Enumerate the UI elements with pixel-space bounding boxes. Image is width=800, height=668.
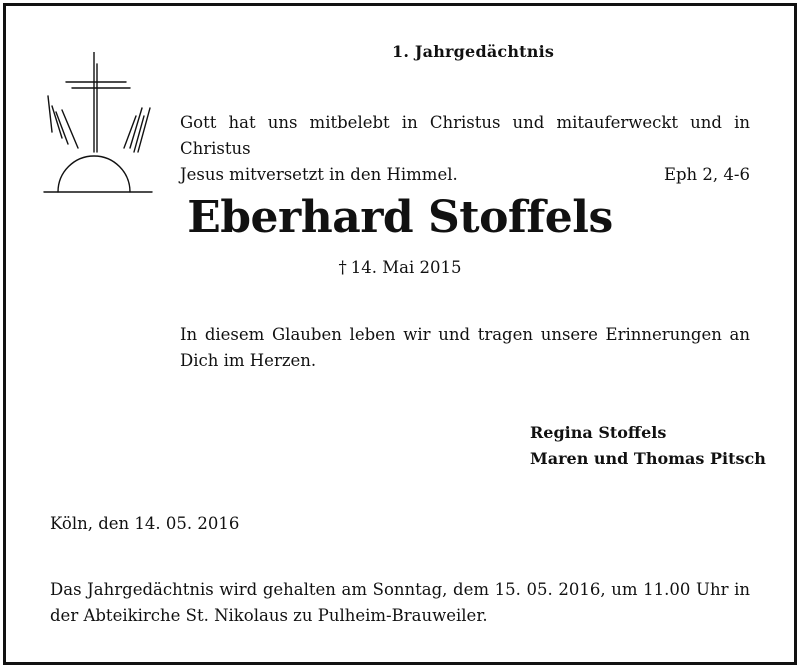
- signatory-2: Maren und Thomas Pitsch: [530, 449, 766, 468]
- bible-verse: [180, 110, 750, 188]
- verse-line-2-row: [180, 162, 750, 188]
- anniversary-heading: 1. Jahrgedächtnis: [392, 42, 555, 61]
- verse-reference: Eph 2, 4-6: [663, 165, 750, 184]
- dagger-icon: †: [338, 258, 347, 277]
- verse-line-1: Gott hat uns mitbelebt in Christus und mitauferweckt und in Christus: [180, 113, 750, 158]
- signatory-1: Regina Stoffels: [530, 423, 667, 442]
- place-date: Köln, den 14. 05. 2016: [50, 514, 240, 533]
- memorial-notice: Das Jahrgedächtnis wird gehalten am Sonntag, dem 15. 05. 2016, um 11.00 Uhr in der Abteikirche St. Nikolaus zu Pulheim-Brauweiler.: [50, 580, 750, 625]
- death-date: 14. Mai 2015: [350, 258, 462, 277]
- cross-sunrise-icon: [38, 52, 154, 202]
- signatories: [530, 420, 766, 472]
- verse-line-2: Jesus mitversetzt in den Himmel.: [180, 165, 458, 184]
- death-date-line: [0, 258, 800, 277]
- deceased-name: Eberhard Stoffels: [187, 192, 613, 243]
- faith-statement: In diesem Glauben leben wir und tragen unsere Erinnerungen an Dich im Herzen.: [180, 325, 750, 370]
